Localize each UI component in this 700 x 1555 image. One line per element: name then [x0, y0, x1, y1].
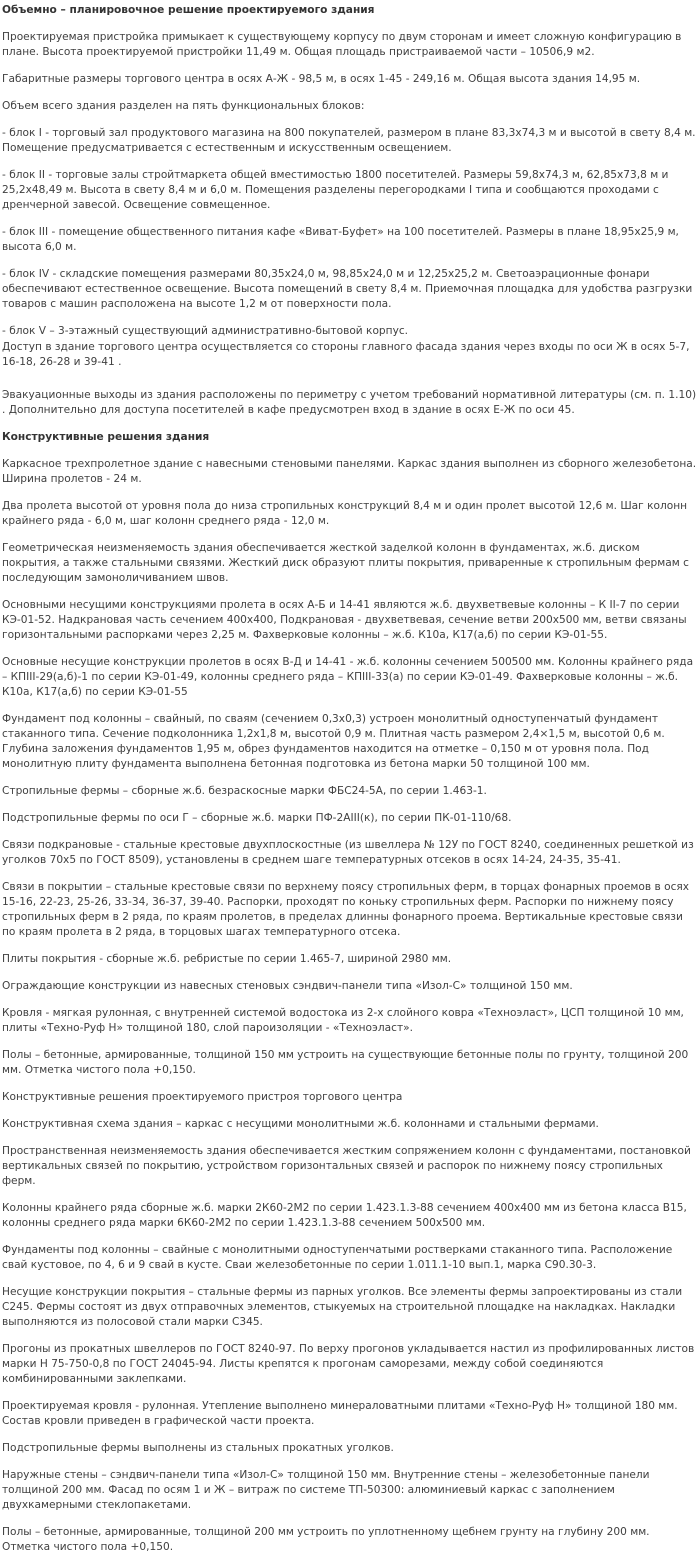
paragraph: Плиты покрытия - сборные ж.б. ребристые по серии 1.465-7, шириной 2980 мм. [2, 953, 452, 965]
paragraph: Кровля - мягкая рулонная, с внутренней системой водостока из 2-х слойного ковра «Техноэласт», ЦСП толщиной 10 мм, плиты «Техно-Руф Н» толщиной 180, слой пароизоляции - «Техноэласт». [2, 1007, 684, 1034]
paragraph: Полы – бетонные, армированные, толщиной 200 мм устроить по уплотненному щебнем грунту на глубину 200 мм. Отметка чистого пола +0,150. [2, 1526, 650, 1553]
paragraph: Доступ в здание торгового центра осуществляется со стороны главного фасада здания через входы по оси Ж в осях 5-7, 16-18, 26-28 и 39-41 . [2, 341, 690, 368]
paragraph: Ограждающие конструкции из навесных стеновых сэндвич-панели типа «Изол-С» толщиной 150 мм. [2, 980, 573, 992]
section-heading-structural: Конструктивные решения здания [2, 431, 210, 443]
paragraph: Полы – бетонные, армированные, толщиной 150 мм устроить на существующие бетонные полы по грунту, толщиной 200 мм. Отметка чистого пола +0,150. [2, 1049, 689, 1076]
paragraph: Связи подкрановые - стальные крестовые двухплоскостные (из швеллера № 12У по ГОСТ 8240, соединенных решеткой из уголков 70х5 по ГОСТ 8509), установлены в среднем шаге температурных отсеков в осях 14-24, 24-35, 35-41. [2, 839, 694, 866]
paragraph: Стропильные фермы – сборные ж.б. безраскосные марки ФБС24-5А, по серии 1.463-1. [2, 785, 487, 797]
paragraph: Два пролета высотой от уровня пола до низа стропильных конструкций 8,4 м и один пролет высотой 12,6 м. Шаг колонн крайнего ряда - 6,0 м, шаг колонн среднего ряда - 12,0 м. [2, 500, 688, 527]
paragraph: Проектируемая пристройка примыкает к существующему корпусу по двум сторонам и имеет сложную конфигурацию в плане. Высота проектируемой пристройки 11,49 м. Общая площадь пристраиваемой части – 10506,9 м2. [2, 31, 682, 58]
paragraph: Проектируемая кровля - рулонная. Утепление выполнено минераловатными плитами «Техно-Руф Н» толщиной 180 мм. Состав кровли приведен в графической части проекта. [2, 1400, 678, 1427]
paragraph: Колонны крайнего ряда сборные ж.б. марки 2К60-2М2 по серии 1.423.1.3-88 сечением 400х400 мм из бетона класса В15, колонны среднего ряда марки 6К60-2М2 по серии 1.423.1.3-88 сечением 500х500 мм. [2, 1202, 687, 1229]
paragraph: - блок III - помещение общественного питания кафе «Виват-Буфет» на 100 посетителей. Размеры в плане 18,95х25,9 м, высота 6,0 м. [2, 226, 679, 253]
paragraph: Конструктивная схема здания – каркас с несущими монолитными ж.б. колоннами и стальными фермами. [2, 1118, 599, 1130]
paragraph: Несущие конструкции покрытия – стальные фермы из парных уголков. Все элементы фермы запроектированы из стали С245. Фермы состоят из двух отправочных элементов, стыкуемых на строительной площадке на накладках. Накладки выполняются из полосовой стали марки С345. [2, 1286, 683, 1328]
paragraph: Связи в покрытии – стальные крестовые связи по верхнему поясу стропильных ферм, в торцах фонарных проемов в осях 15-16, 22-23, 25-26, 33-34, 36-37, 39-40. Распорки, проходят по коньку стропильных ферм. Распорки по нижнему поясу стропильных ферм в 2 ряда, по краям пролетов, в пределах длинны фонарного проема. Вертикальные крестовые связи по краям пролета в 2 ряда, в торцовых шагах температурного отсека. [2, 881, 690, 938]
paragraph: Геометрическая неизменяемость здания обеспечивается жесткой заделкой колонн в фундаментах, ж.б. диском покрытия, а также стальными связями. Жесткий диск образуют плиты покрытия, приваренные к стропильным фермам с последующим замоноличиванием швов. [2, 542, 689, 584]
paragraph: - блок II - торговые залы стройтмаркета общей вместимостью 1800 посетителей. Размеры 59,8х74,3 м, 62,85х73,8 м и 25,2х48,49 м. Высота в свету 8,4 м и 6,0 м. Помещения разделены перегородками I типа и сообщаются проходами с дренчерной завесой. Освещение совмещенное. [2, 169, 669, 211]
paragraph: Габаритные размеры торгового центра в осях А-Ж - 98,5 м, в осях 1-45 - 249,16 м. Общая высота здания 14,95 м. [2, 73, 641, 85]
paragraph: Основными несущими конструкциями пролета в осях А-Б и 14-41 являются ж.б. двухветвевые колонны – К II-7 по серии КЭ-01-52. Надкрановая часть сечением 400х400, Подкрановая - двухветвевая, сечение ветви 200х500 мм, ветви связаны горизонтальными распорками через 2,25 м. Фахверковые колонны – ж.б. К10а, К17(а,б) по серии КЭ-01-55. [2, 599, 687, 641]
paragraph: Объем всего здания разделен на пять функциональных блоков: [2, 100, 365, 112]
section-heading-planning: Объемно – планировочное решение проектируемого здания [2, 4, 375, 16]
paragraph: - блок V – 3-этажный существующий административно-бытовой корпус. [2, 325, 409, 337]
paragraph: - блок IV - складские помещения размерами 80,35х24,0 м, 98,85х24,0 м и 12,25х25,2 м. Светоаэрационные фонари обеспечивают естественное освещение. Высота помещений в свету 8,4 м. Приемочная площадка для удобства разгрузки товаров с машин расположена на высоте 1,2 м от поверхности пола. [2, 268, 693, 310]
paragraph: Подстропильные фермы выполнены из стальных прокатных уголков. [2, 1442, 394, 1454]
paragraph: Каркасное трехпролетное здание с навесными стеновыми панелями. Каркас здания выполнен из сборного железобетона. Ширина пролетов - 24 м. [2, 458, 697, 485]
paragraph: - блок I - торговый зал продуктового магазина на 800 покупателей, размером в плане 83,3х74,3 м и высотой в свету 8,4 м. Помещение предусматривается с естественным и искусственным освещением. [2, 127, 696, 154]
paragraph: Пространственная неизменяемость здания обеспечивается жестким сопряжением колонн с фундаментами, постановкой вертикальных связей по покрытию, устройством горизонтальных связей и распорок по нижнему поясу стропильных ферм. [2, 1145, 691, 1187]
paragraph: Эвакуационные выходы из здания расположены по периметру с учетом требований нормативной литературы (см. п. 1.10) . Дополнительно для доступа посетителей в кафе предусмотрен вход в здание в осях Е-Ж по оси 45. [2, 389, 697, 416]
paragraph: Прогоны из прокатных швеллеров по ГОСТ 8240-97. По верху прогонов укладывается настил из профилированных листов марки Н 75-750-0,8 по ГОСТ 24045-94. Листы крепятся к прогонам саморезами, между собой соединяются комбинированными заклепками. [2, 1343, 695, 1385]
paragraph: Фундаменты под колонны – свайные с монолитными одноступенчатыми ростверками стаканного типа. Расположение свай кустовое, по 4, 6 и 9 свай в кусте. Сваи железобетонные по серии 1.011.1-10 вып.1, марка С90.30-3. [2, 1244, 673, 1271]
paragraph: Фундамент под колонны – свайный, по сваям (сечением 0,3х0,3) устроен монолитный одноступенчатый фундамент стаканного типа. Сечение подколонника 1,2х1,8 м, высотой 0,9 м. Плитная часть размером 2,4×1,5 м, высотой 0,6 м. Глубина заложения фундаментов 1,95 м, обрез фундаментов находится на отметке – 0,150 м от уровня пола. Под монолитную плиту фундамента выполнена бетонная подготовка из бетона марки 50 толщиной 100 мм. [2, 713, 665, 770]
subsection-title: Конструктивные решения проектируемого пристроя торгового центра [2, 1091, 403, 1103]
paragraph: Подстропильные фермы по оси Г – сборные ж.б. марки ПФ-2АIII(к), по серии ПК-01-110/68. [2, 812, 512, 824]
paragraph: Основные несущие конструкции пролетов в осях В-Д и 14-41 - ж.б. колонны сечением 500500 мм. Колонны крайнего ряда – КПIII-29(а,б)-1 по серии КЭ-01-49, колонны среднего ряда – КПIII-33(а) по серии КЭ-01-49. Фахверковые колонны – ж.б. К10а, К17(а,б) по серии КЭ-01-55 [2, 656, 694, 698]
paragraph: Наружные стены – сэндвич-панели типа «Изол-С» толщиной 150 мм. Внутренние стены – железобетонные панели толщиной 200 мм. Фасад по осям 1 и Ж – витраж по системе ТП-50300: алюминиевый каркас с заполнением двухкамерными стеклопакетами. [2, 1469, 650, 1511]
